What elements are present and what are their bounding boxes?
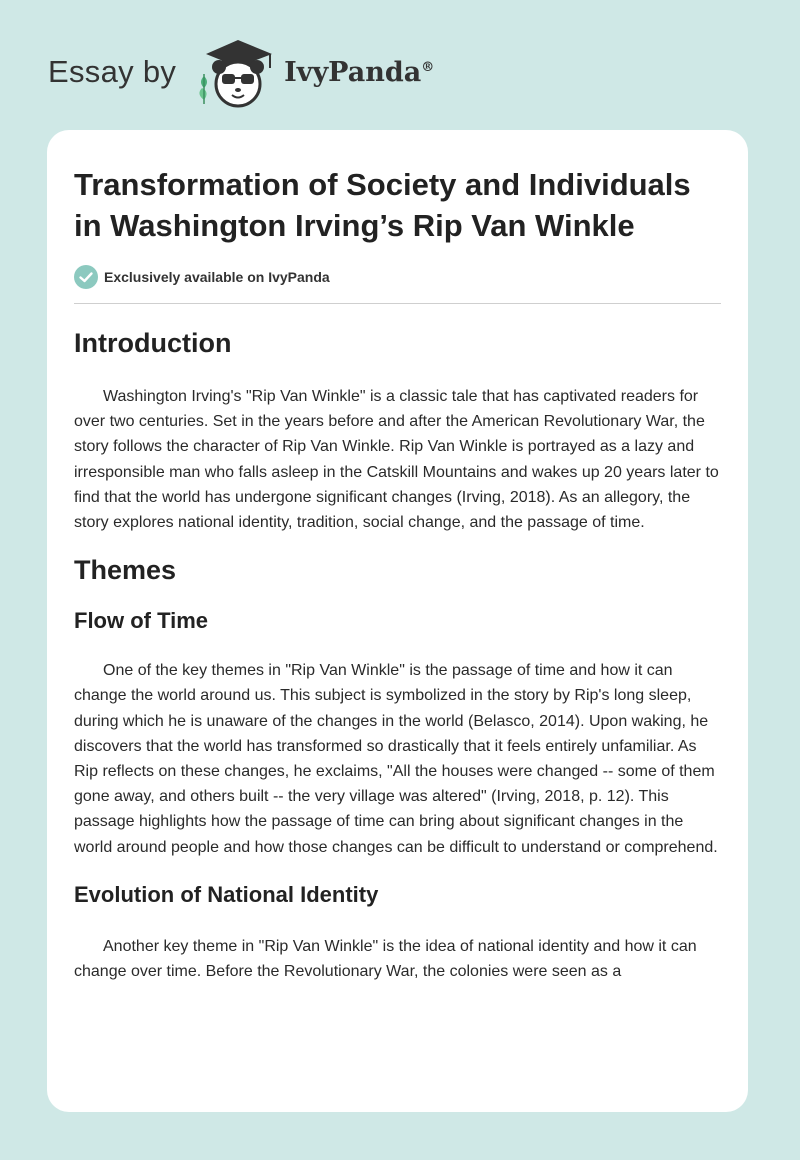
heading-national-identity: Evolution of National Identity <box>74 881 379 907</box>
heading-flow-of-time: Flow of Time <box>74 608 209 634</box>
registered-mark: ® <box>421 59 435 75</box>
title-divider <box>74 303 721 304</box>
brand-name-text: IvyPanda <box>284 56 422 88</box>
check-circle-icon <box>74 265 98 289</box>
paragraph-flow-of-time: One of the key themes in "Rip Van Winkle" is the passage of time and how it can change the world around us. This subject is symbolized in the story by Rip's long sleep, during which he is unaware of the changes in the world (Belasco, 2014). Upon waking, he discovers that the world has transformed so drastically that it feels entirely unfamiliar. As Rip reflects on these changes, he exclaims, "All the houses were changed -- some of them gone away, and others built -- the very village was altered" (Irving, 2018, p. 12). This passage highlights how the passage of time can bring about significant changes in the world around people and how those changes can be difficult to understand or comprehend. <box>74 662 718 856</box>
essay-card <box>47 130 748 1112</box>
panda-logo-icon[interactable] <box>192 34 282 110</box>
paragraph-national-identity: Another key theme in "Rip Van Winkle" is the idea of national identity and how it can change over time. Before the Revolutionary War, the colonies were seen as a <box>74 937 697 981</box>
paragraph-introduction: Washington Irving's "Rip Van Winkle" is a classic tale that has captivated readers for over two centuries. Set in the years before and after the American Revolutionary War, the story follows the character of Rip Van Winkle. Rip Van Winkle is portrayed as a lazy and irresponsible man who falls asleep in the Catskill Mountains and wakes up 20 years later to find that the world has undergone significant changes (Irving, 2018). As an allegory, the story explores national identity, tradition, social change, and the passage of time. <box>74 388 719 532</box>
brand-name[interactable] <box>284 57 434 88</box>
essay-title: Transformation of Society and Individuals in Washington Irving’s Rip Van Winkle <box>74 167 691 243</box>
badge-label: Exclusively available on IvyPanda <box>104 269 330 285</box>
brand-prefix: Essay by <box>48 54 177 89</box>
heading-introduction: Introduction <box>74 328 232 358</box>
heading-themes: Themes <box>74 555 177 586</box>
brand-header <box>48 34 434 110</box>
exclusive-badge <box>74 265 721 289</box>
